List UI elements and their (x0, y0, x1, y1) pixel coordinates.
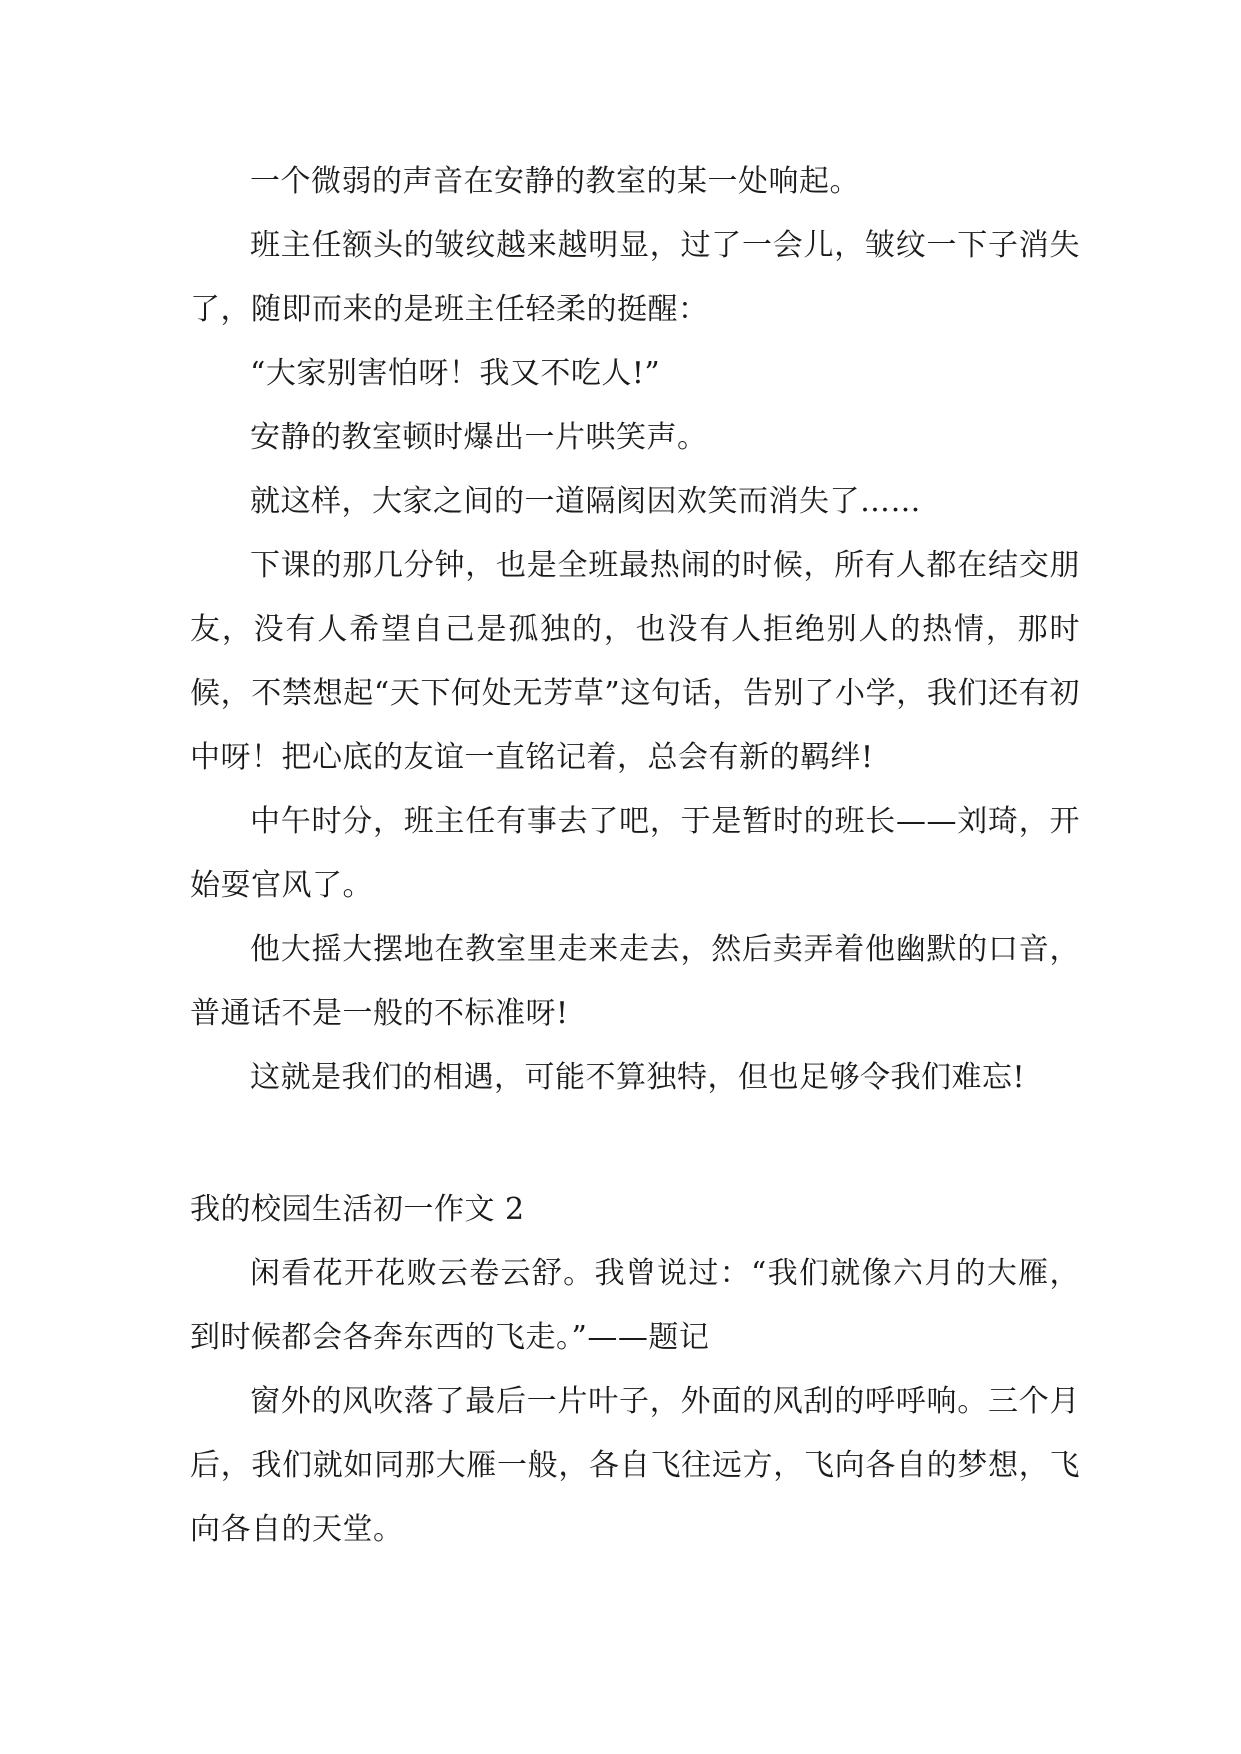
paragraph-8: 他大摇大摆地在教室里走来走去，然后卖弄着他幽默的口音，普通话不是一般的不标准呀! (190, 932, 1080, 1031)
paragraph-4: 安静的教室顿时爆出一片哄笑声。 (250, 420, 708, 455)
document-body (190, 150, 1080, 1562)
paragraph-2: 班主任额头的皱纹越来越明显，过了一会儿，皱纹一下子消失了，随即而来的是班主任轻柔的挺醒： (190, 228, 1080, 327)
paragraph-3: “大家别害怕呀！我又不吃人!” (250, 356, 661, 391)
paragraph-11: 窗外的风吹落了最后一片叶子，外面的风刮的呼呼响。三个月后，我们就如同那大雁一般，各自飞往远方，飞向各自的梦想，飞向各自的天堂。 (190, 1384, 1080, 1547)
paragraph-5: 就这样，大家之间的一道隔阂因欢笑而消失了…… (250, 484, 921, 519)
paragraph-6: 下课的那几分钟，也是全班最热闹的时候，所有人都在结交朋友，没有人希望自己是孤独的，也没有人拒绝别人的热情，那时候，不禁想起“天下何处无芳草”这句话，告别了小学，我们还有初中呀！把心底的友谊一直铭记着，总会有新的羁绊! (190, 548, 1080, 775)
paragraph-1: 一个微弱的声音在安静的教室的某一处响起。 (250, 164, 860, 199)
paragraph-7: 中午时分，班主任有事去了吧，于是暂时的班长——刘琦，开始耍官风了。 (190, 804, 1080, 903)
section-title: 我的校园生活初一作文 2 (190, 1192, 525, 1227)
paragraph-10: 闲看花开花败云卷云舒。我曾说过：“我们就像六月的大雁，到时候都会各奔东西的飞走。”——题记 (190, 1256, 1080, 1355)
paragraph-9: 这就是我们的相遇，可能不算独特，但也足够令我们难忘! (250, 1060, 1026, 1095)
